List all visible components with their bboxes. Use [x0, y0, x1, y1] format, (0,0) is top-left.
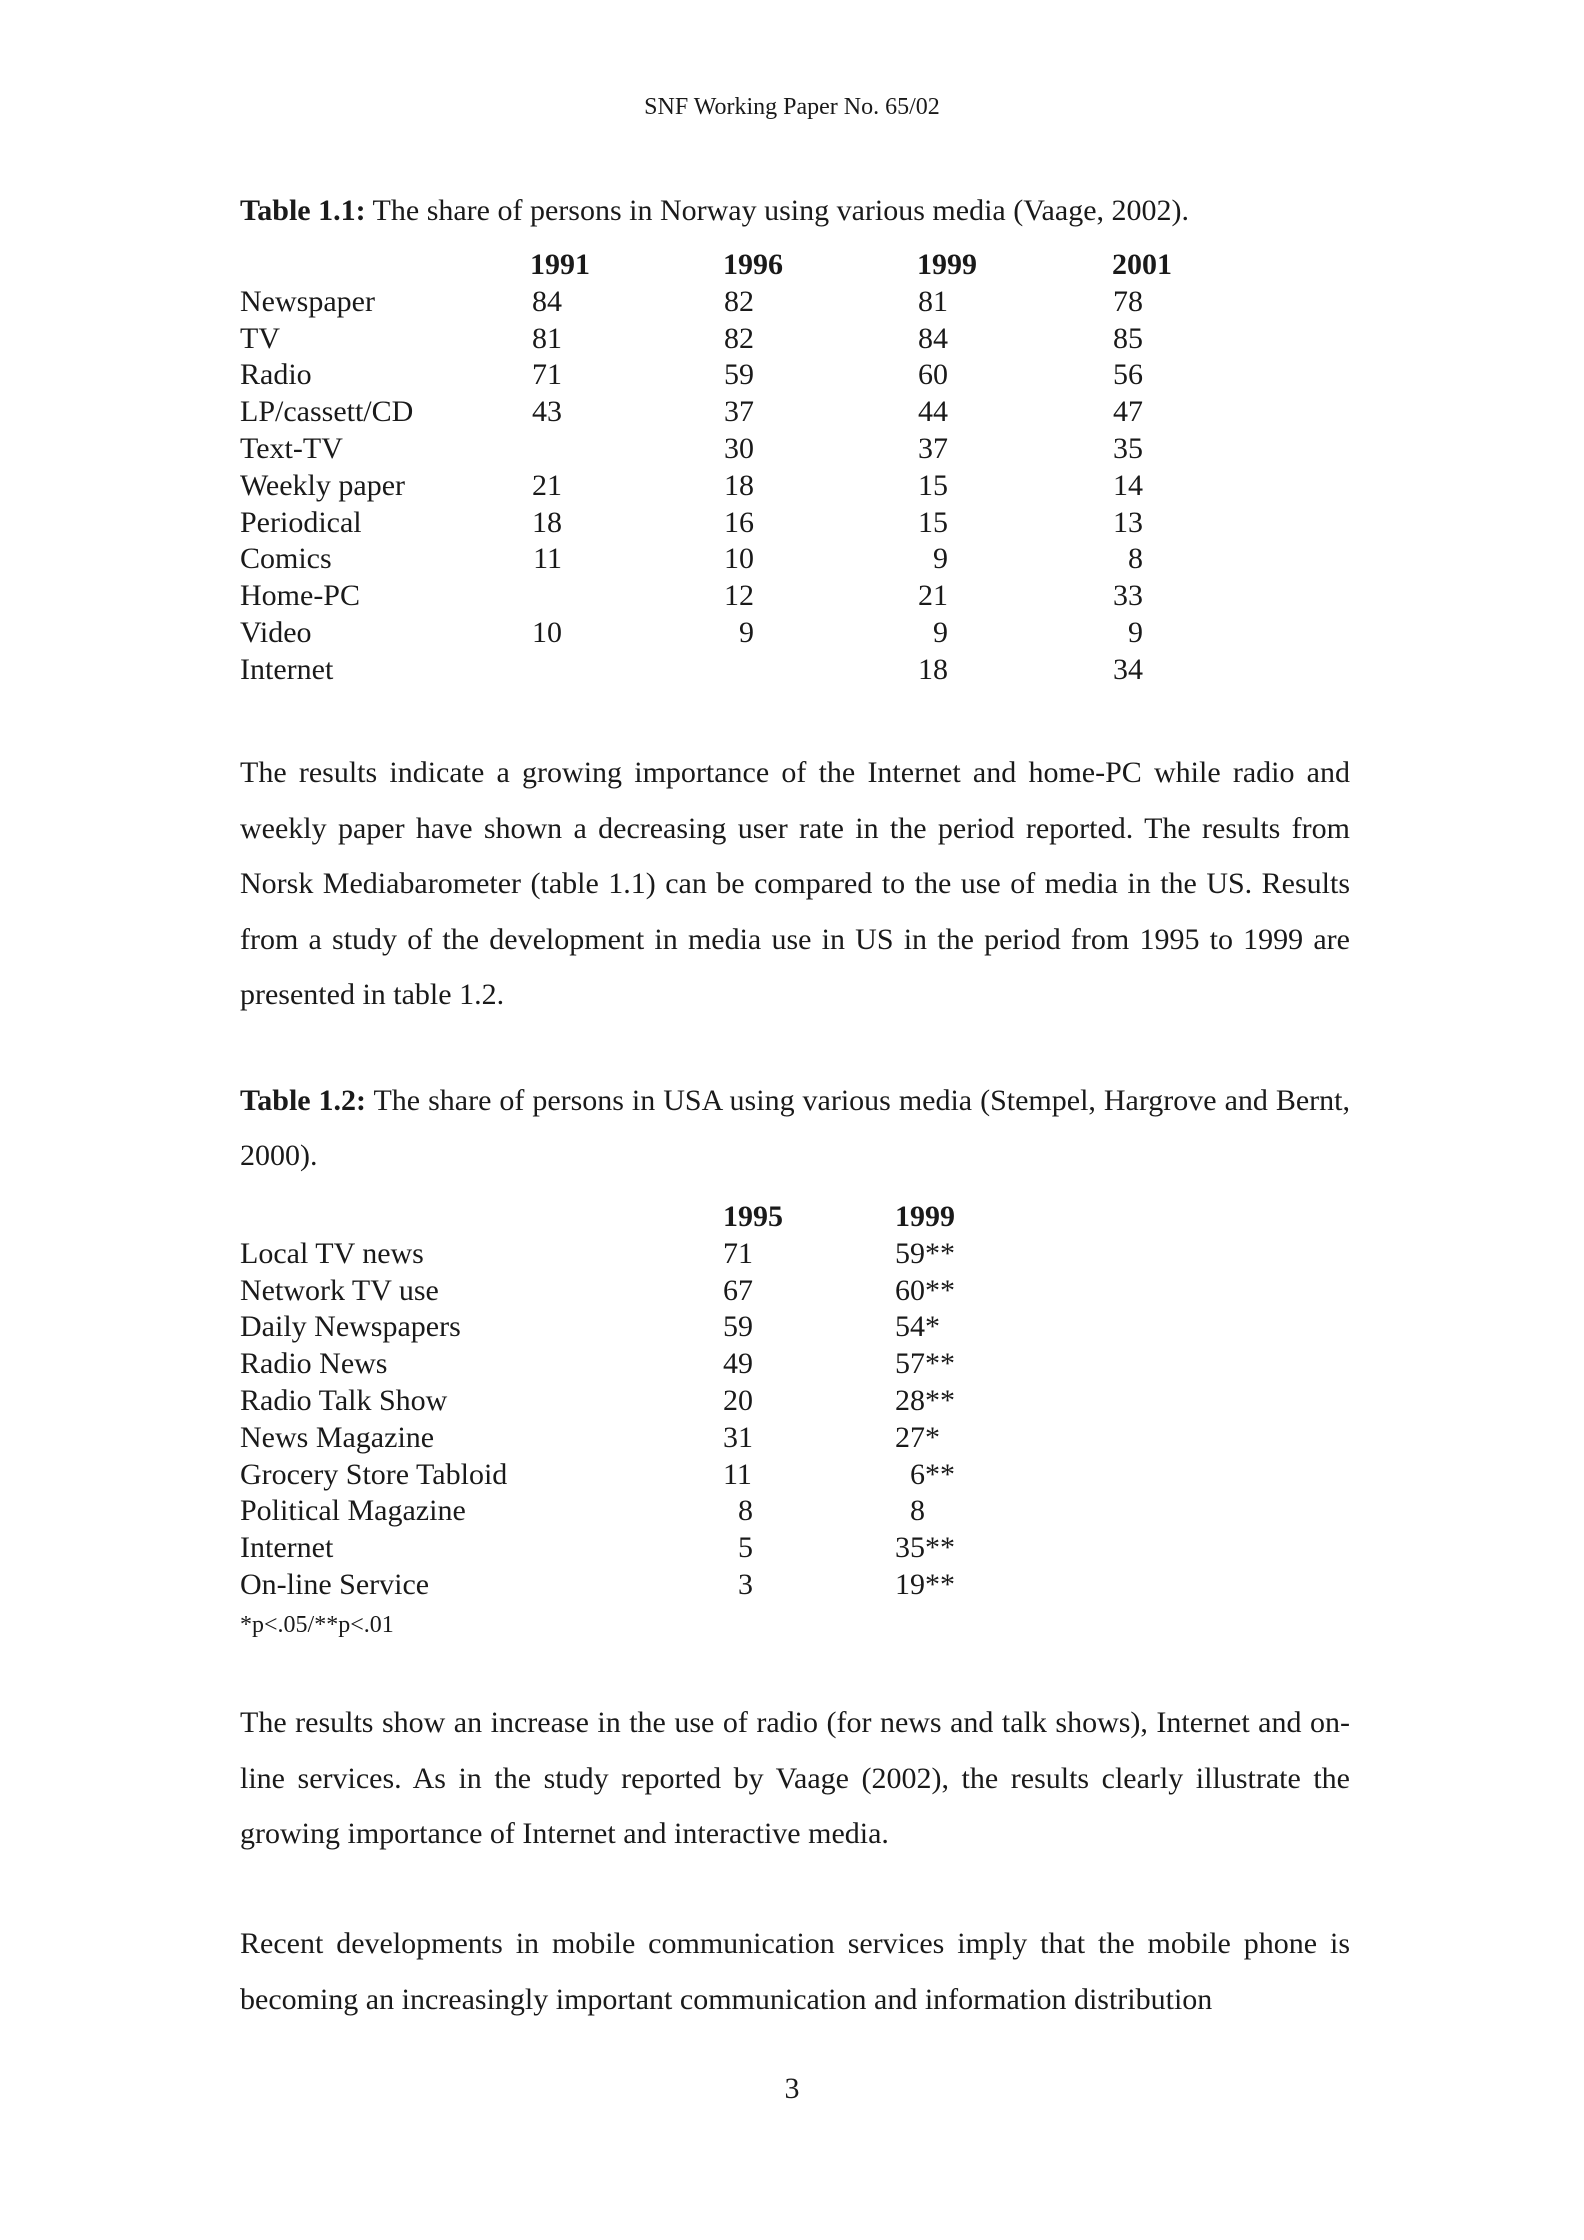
table-cell: 8	[910, 1494, 925, 1528]
row-label: Radio	[240, 358, 312, 392]
paragraph-3: Recent developments in mobile communication services imply that the mobile phone is becoming an increasingly important communication and information distribution	[240, 1927, 1350, 2016]
table-cell: 60**	[895, 1273, 955, 1307]
table2-label: Table 1.2:	[240, 1084, 367, 1117]
table-cell: 37	[724, 395, 754, 429]
column-header: 1991	[530, 248, 590, 281]
table-cell: 44	[918, 395, 948, 429]
row-label: Political Magazine	[240, 1494, 466, 1528]
table-cell: 82	[724, 321, 754, 355]
table-cell: 34	[1113, 652, 1143, 686]
table-cell: 15	[918, 505, 948, 539]
table-cell: 28**	[895, 1383, 955, 1417]
column-header: 1996	[723, 248, 783, 281]
table-cell: 19**	[895, 1567, 955, 1601]
table-cell: 47	[1113, 395, 1143, 429]
row-label: TV	[240, 321, 280, 355]
table-cell: 67	[723, 1273, 753, 1307]
table-cell: 10	[724, 542, 754, 576]
row-label: Radio News	[240, 1347, 388, 1381]
table-cell: 5	[738, 1531, 753, 1565]
table-cell: 21	[918, 579, 948, 613]
table-cell: 84	[532, 284, 562, 318]
row-label: Newspaper	[240, 284, 375, 318]
table-cell: 8	[738, 1494, 753, 1528]
row-label: Text-TV	[240, 431, 343, 465]
table-cell: 18	[724, 468, 754, 502]
table-cell: 81	[918, 284, 948, 318]
table2-footnote: *p<.05/**p<.01	[240, 1612, 394, 1638]
table-cell: 30	[724, 431, 754, 465]
table-cell: 9	[1128, 615, 1143, 649]
table-cell: 14	[1113, 468, 1143, 502]
table-cell: 11	[533, 542, 562, 576]
row-label: Radio Talk Show	[240, 1383, 448, 1417]
table-cell: 59**	[895, 1236, 955, 1270]
table-cell: 18	[532, 505, 562, 539]
table-cell: 57**	[895, 1347, 955, 1381]
table-cell: 35	[1113, 431, 1143, 465]
table-cell: 16	[724, 505, 754, 539]
table-cell: 12	[724, 579, 754, 613]
row-label: Local TV news	[240, 1236, 424, 1270]
page-number: 3	[784, 2072, 800, 2105]
table-cell: 18	[918, 652, 948, 686]
table-cell: 71	[532, 358, 562, 392]
table-cell: 21	[532, 468, 562, 502]
paragraph-1: The results indicate a growing importance of the Internet and home-PC while radio and weekly paper have shown a decreasing user rate in the period reported. The results from Norsk Mediabarometer (table 1.1) can be compared to the use of media in the US. Results from a study of the development in media use in US in the period from 1995 to 1999 are presented in table 1.2.	[240, 756, 1350, 1011]
table-cell: 78	[1113, 284, 1143, 318]
table-cell: 33	[1113, 579, 1143, 613]
table-cell: 60	[918, 358, 948, 392]
column-header: 2001	[1112, 248, 1172, 281]
table-cell: 71	[723, 1236, 753, 1270]
row-label: Internet	[240, 652, 334, 686]
row-label: Home-PC	[240, 579, 360, 613]
table-cell: 9	[933, 615, 948, 649]
table-cell: 49	[723, 1347, 753, 1381]
table-cell: 59	[723, 1310, 753, 1344]
table-cell: 85	[1113, 321, 1143, 355]
table-cell: 54*	[895, 1310, 940, 1344]
table-cell: 56	[1113, 358, 1143, 392]
table-cell: 6**	[910, 1457, 955, 1491]
running-header: SNF Working Paper No. 65/02	[644, 94, 940, 120]
row-label: LP/cassett/CD	[240, 395, 414, 429]
column-header: 1995	[723, 1200, 783, 1233]
table1-caption-text: The share of persons in Norway using various media (Vaage, 2002).	[365, 194, 1189, 227]
table-cell: 9	[739, 615, 754, 649]
table-cell: 27*	[895, 1420, 940, 1454]
row-label: News Magazine	[240, 1420, 435, 1454]
table1-label: Table 1.1:	[240, 194, 366, 227]
table-cell: 8	[1128, 542, 1143, 576]
table-cell: 59	[724, 358, 754, 392]
column-header: 1999	[895, 1200, 955, 1233]
table2-caption	[240, 1073, 1350, 1183]
table-cell: 11	[723, 1457, 752, 1491]
table1-caption	[240, 183, 1350, 238]
row-label: Periodical	[240, 505, 362, 539]
table-cell: 3	[738, 1567, 753, 1601]
column-header: 1999	[917, 248, 977, 281]
table-cell: 10	[532, 615, 562, 649]
table-cell: 81	[532, 321, 562, 355]
table2-caption-text: The share of persons in USA using various media (Stempel, Hargrove and Bernt, 2000).	[240, 1084, 1350, 1172]
row-label: Grocery Store Tabloid	[240, 1457, 508, 1491]
row-label: Daily Newspapers	[240, 1310, 461, 1344]
table-cell: 35**	[895, 1531, 955, 1565]
table-cell: 20	[723, 1383, 753, 1417]
table-cell: 82	[724, 284, 754, 318]
row-label: Network TV use	[240, 1273, 439, 1307]
table-cell: 43	[532, 395, 562, 429]
row-label: Internet	[240, 1531, 334, 1565]
row-label: On-line Service	[240, 1567, 430, 1601]
row-label: Comics	[240, 542, 332, 576]
table-cell: 84	[918, 321, 948, 355]
paragraph-2: The results show an increase in the use of radio (for news and talk shows), Internet and on-line services. As in the study reported by Vaage (2002), the results clearly illustrate the growing importance of Internet and interactive media.	[240, 1706, 1350, 1850]
table-cell: 15	[918, 468, 948, 502]
row-label: Weekly paper	[240, 468, 405, 502]
table-cell: 9	[933, 542, 948, 576]
table-cell: 31	[723, 1420, 753, 1454]
table-cell: 13	[1113, 505, 1143, 539]
table-cell: 37	[918, 431, 948, 465]
row-label: Video	[240, 615, 312, 649]
